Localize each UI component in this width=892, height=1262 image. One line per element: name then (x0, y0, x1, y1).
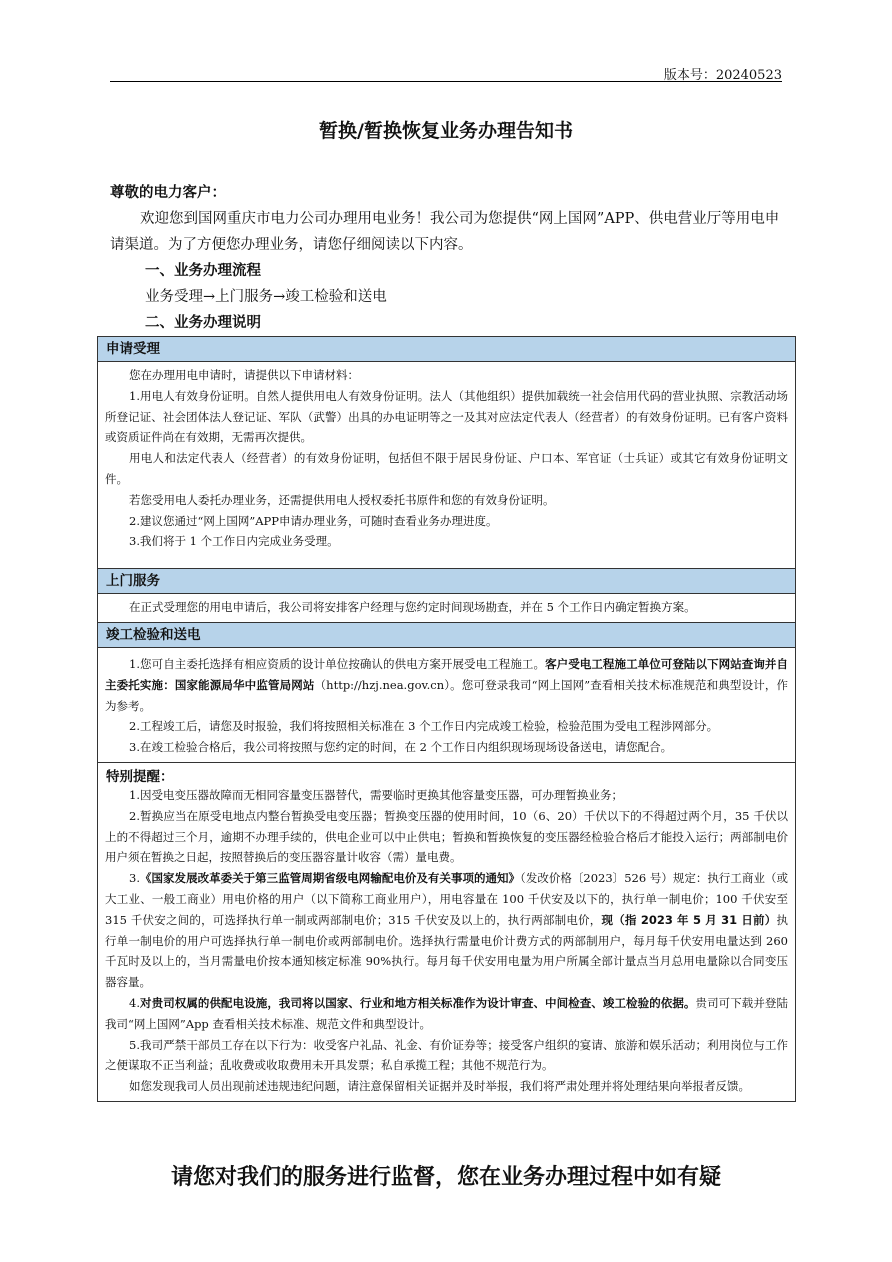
special-paragraph (105, 868, 788, 993)
special-reminder-body (98, 785, 795, 1101)
special-text: 3. (129, 871, 140, 886)
apply-paragraph: 若您受用电人委托办理业务，还需提供用电人授权委托书原件和您的有效身份证明。 (129, 492, 555, 507)
salutation: 尊敬的电力客户： (110, 184, 226, 201)
special-emphasis: 《国家发展改革委关于第三监管周期省级电网输配电价及有关事项的通知》 (139, 871, 521, 886)
completion-emphasis: 客户受电工程施工单位可登陆以下网站查询并自主委托实施：国家能源局华中监管局网站 (105, 656, 789, 692)
apply-paragraph: 1.用电人有效身份证明。自然人提供用电人有效身份证明。法人（其他组织）提供加载统一社会信用代码的营业执照、宗教活动场所登记证、社会团体法人登记证、军队（武警）出具的办电证明等之一及其对应法定代表人（经营者）的有效身份证明。已有客户资料或资质证件尚在有效期，无需再次提供。 (105, 388, 788, 445)
instructions-table (97, 336, 796, 1102)
completion-body (98, 648, 795, 763)
special-paragraph (105, 993, 788, 1035)
apply-paragraph: 用电人和法定代表人（经营者）的有效身份证明，包括但不限于居民身份证、户口本、军官证（士兵证）或其它有效身份证明文件。 (105, 451, 788, 486)
onsite-body (98, 594, 795, 623)
process-flow: 业务受理→上门服务→竣工检验和送电 (145, 289, 387, 305)
special-paragraph: 5.我司严禁干部员工存在以下行为：收受客户礼品、礼金、有价证券等；接受客户组织的宴请、旅游和娱乐活动；利用岗位与工作之便谋取不正当利益；乱收费或收取费用未开具发票；私自承揽工程；其他不规范行为。 (105, 1037, 788, 1073)
apply-body (98, 362, 795, 569)
special-text: 贵司可下载并登陆我司“网上国网”App 查看相关技术标准、规范文件和典型设计。 (105, 995, 789, 1031)
onsite-paragraph: 在正式受理您的用电申请后，我公司将安排客户经理与您约定时间现场勘查，并在 5 个工作日内确定暂换方案。 (129, 600, 696, 615)
special-paragraph: 1.因受电变压器故障而无相同容量变压器替代，需要临时更换其他容量变压器，可办理暂换业务； (129, 787, 623, 802)
special-text: 4. (129, 995, 140, 1010)
intro-block (110, 180, 790, 336)
section-heading-process: 一、业务办理流程 (145, 262, 261, 279)
header-rule (110, 81, 782, 82)
apply-heading: 申请受理 (98, 337, 795, 362)
special-text: 执行单一制电价的用户可选择执行单一制电价或两部制电价。选择执行需量电价计费方式的两部制用户，每月每千伏安用电量达到 260 千瓦时及以上的，当月需量电价按本通知核定标准 90%执行。每月每千伏安用电量为用户所属全部计量点当月总用电量除以合同变压器容量。 (105, 912, 788, 990)
apply-paragraph: 您在办理用电申请时，请提供以下申请材料： (129, 368, 359, 382)
completion-text: 1.您可自主委托选择有相应资质的设计单位按确认的供电方案开展受电工程施工。 (129, 656, 546, 671)
completion-paragraph: 2.工程竣工后，请您及时报验，我们将按照相关标准在 3 个工作日内完成竣工检验，检验范围为受电工程涉网部分。 (129, 719, 719, 734)
special-emphasis: 现（指 2023 年 5 月 31 日前） (601, 912, 777, 927)
completion-paragraph: 3.在竣工检验合格后，我公司将按照与您约定的时间，在 2 个工作日内组织现场现场设备送电，请您配合。 (129, 740, 673, 755)
special-paragraph: 如您发现我司人员出现前述违规违纪问题，请注意保留相关证据并及时举报，我们将严肃处理并将处理结果向举报者反馈。 (129, 1079, 750, 1094)
completion-text: （http://hzj.nea.gov.cn）。您可登录我司“网上国网”查看相关技术标准规范和典型设计，作为参考。 (105, 677, 788, 713)
onsite-heading: 上门服务 (98, 569, 795, 594)
apply-paragraph: 2.建议您通过“网上国网”APP申请办理业务，可随时查看业务办理进度。 (129, 513, 498, 528)
special-text: （发改价格〔2023〕526 号）规定：执行工商业（或大工业、一般工商业）用电价格的用户（以下简称工商业用户），用电容量在 100 千伏安及以下的，执行单一制电价；100 千伏安至 315 千伏安之间的，可选择执行单一制或两部制电价；315 千伏安及以上的，执行两部制电价， (105, 871, 788, 927)
version-number: 版本号：20240523 (663, 68, 782, 83)
apply-paragraph: 3.我们将于 1 个工作日内完成业务受理。 (129, 534, 339, 549)
section-heading-instructions: 二、业务办理说明 (145, 314, 261, 331)
welcome-paragraph: 欢迎您到国网重庆市电力公司办理用电业务！我公司为您提供“网上国网”APP、供电营业厅等用电申请渠道。为了方便您办理业务，请您仔细阅读以下内容。 (110, 211, 780, 253)
special-emphasis: 对贵司权属的供配电设施，我司将以国家、行业和地方相关标准作为设计审查、中间检查、竣工检验的依据。 (139, 995, 696, 1010)
completion-heading: 竣工检验和送电 (98, 623, 795, 648)
completion-paragraph (105, 654, 788, 716)
special-reminder-heading: 特别提醒： (106, 768, 174, 785)
document-title: 暂换/暂换恢复业务办理告知书 (319, 120, 573, 142)
special-paragraph: 2.暂换应当在原受电地点内整台暂换受电变压器；暂换变压器的使用时间，10（6、20）千伏以下的不得超过两个月，35 千伏以上的不得超过三个月，逾期不办理手续的，供电企业可以中止供电；暂换和暂换恢复的变压器经检验合格后才能投入运行；两部制电价用户须在暂换之日起，按照替换后的变压器容量计收容（需）量电费。 (105, 808, 788, 865)
footer-statement: 请您对我们的服务进行监督，您在业务办理过程中如有疑 (170, 1165, 721, 1190)
